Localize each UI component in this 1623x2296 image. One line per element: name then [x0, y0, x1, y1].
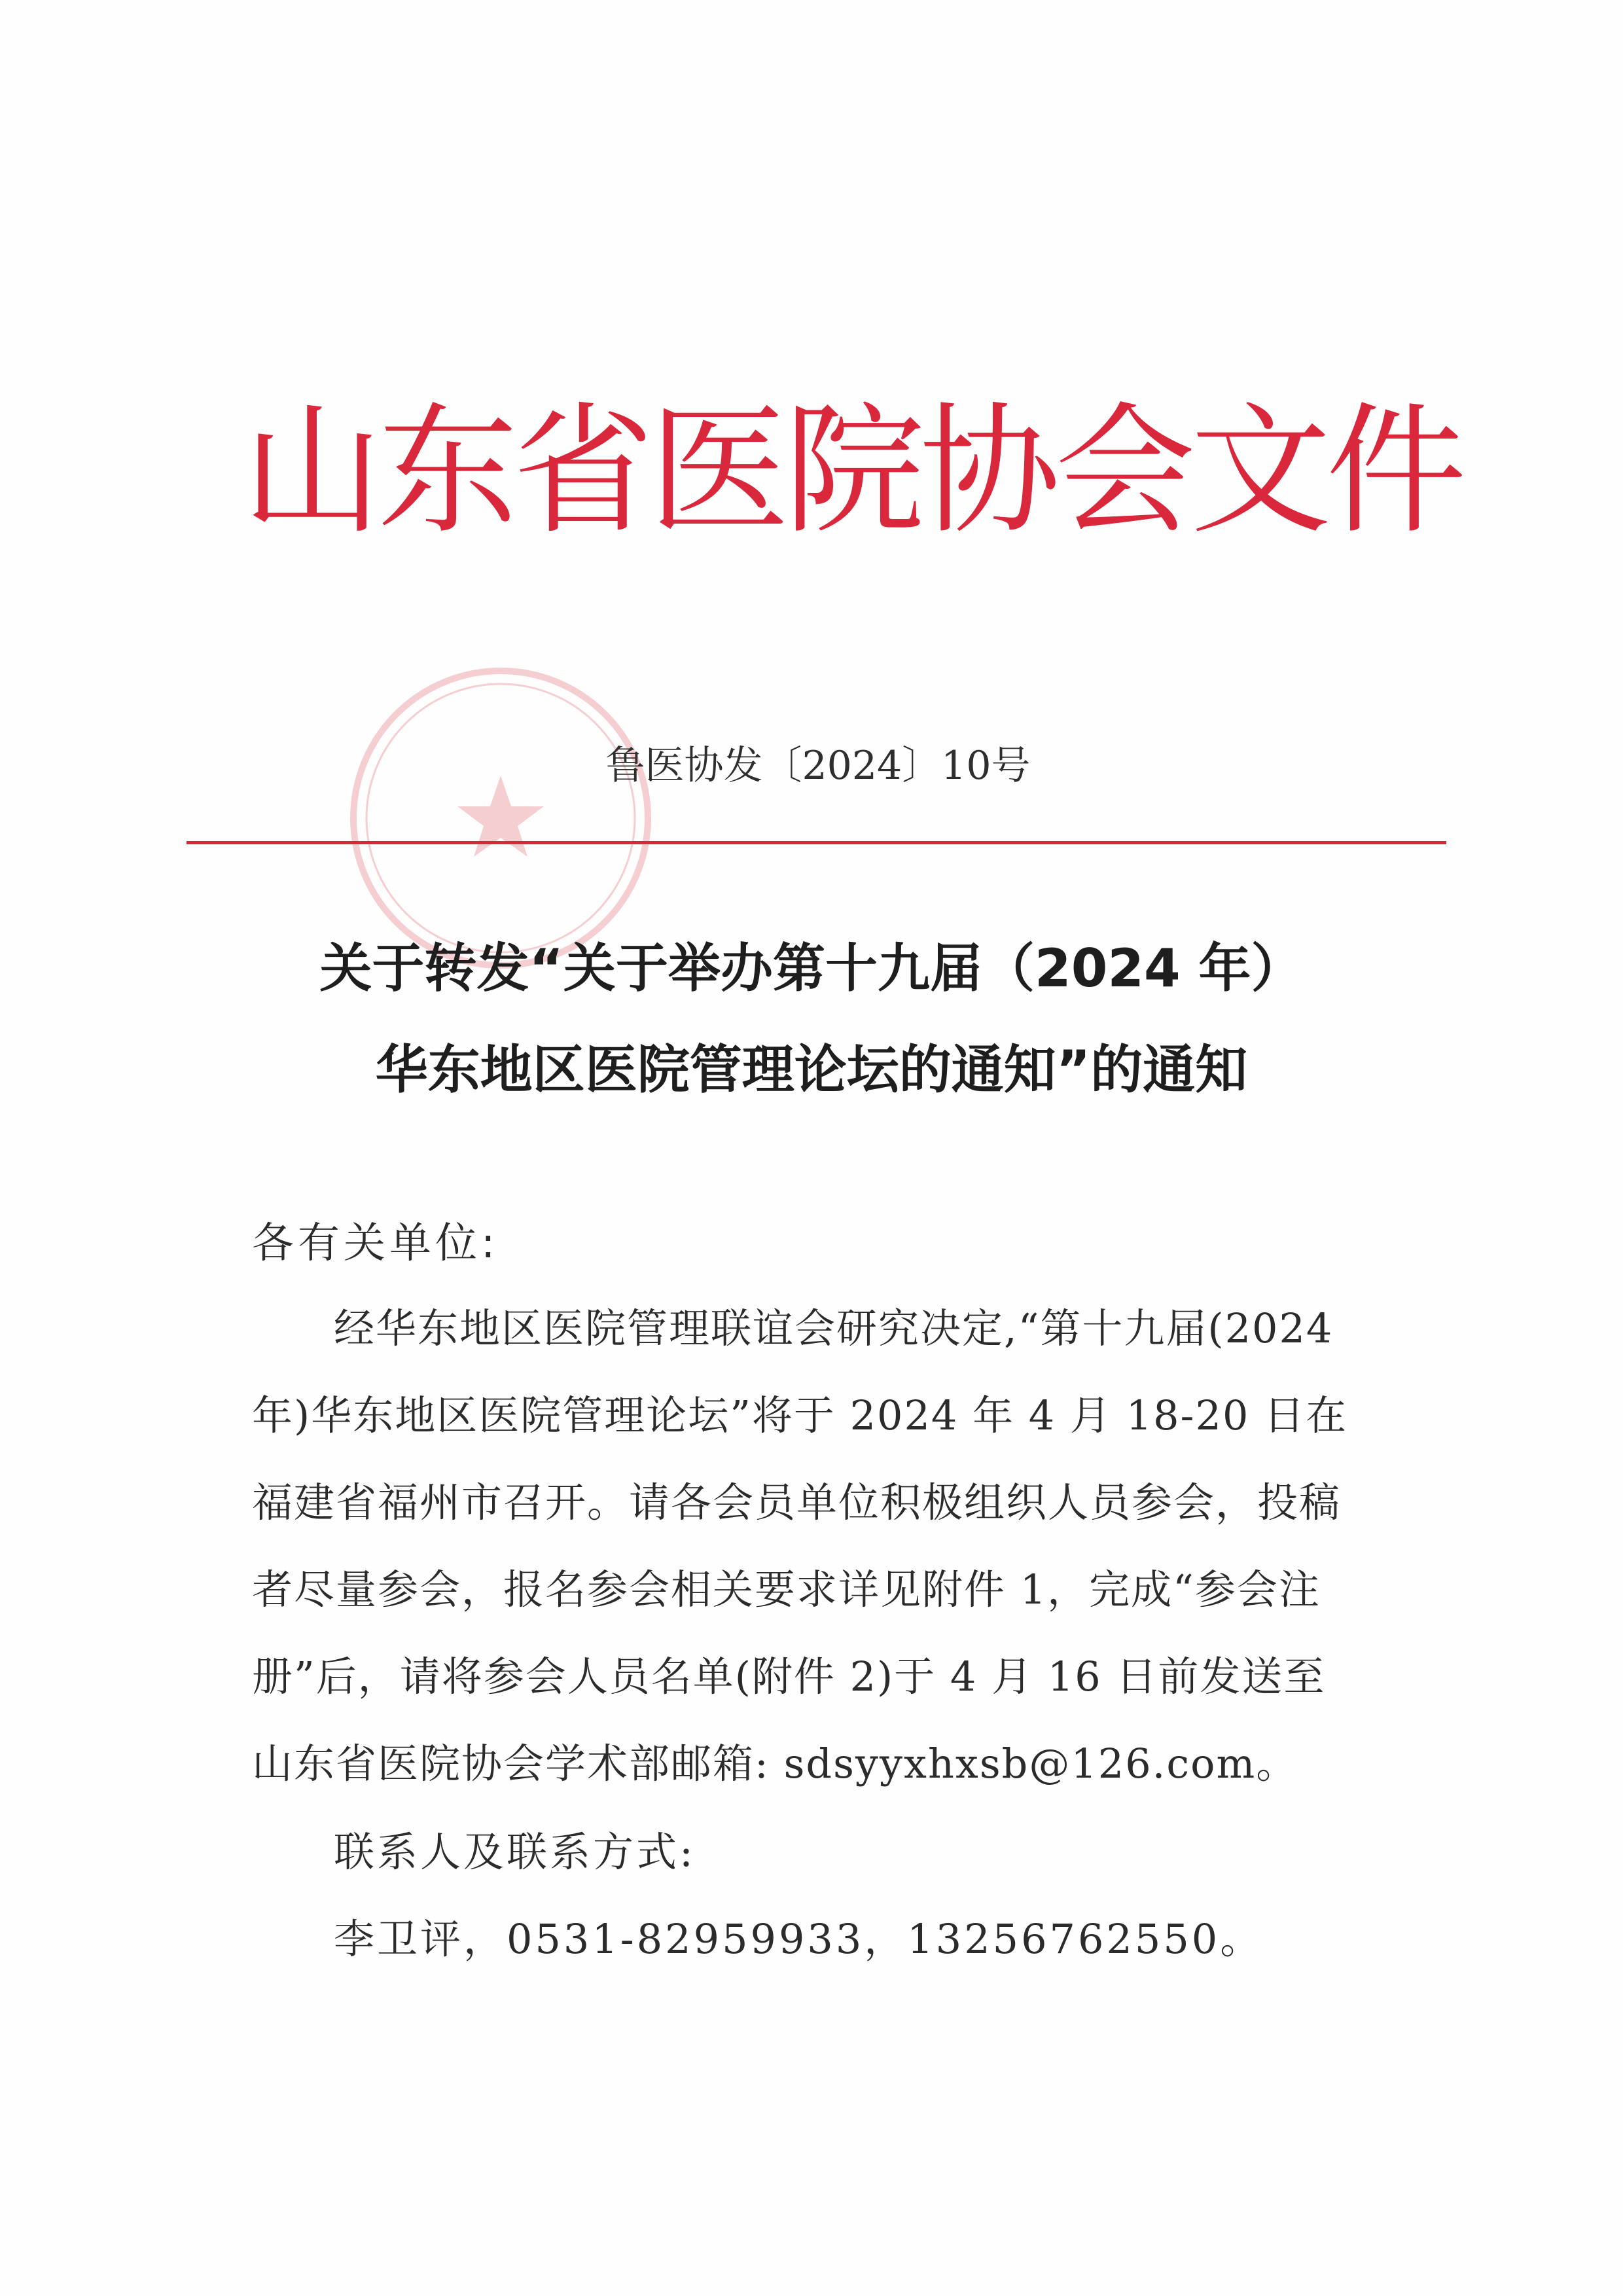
body-line-6: 山东省医院协会学术部邮箱: sdsyyxhxsb@126.com。: [252, 1740, 1298, 1787]
body-line-2: 年)华东地区医院管理论坛”将于 2024 年 4 月 18-20 日在: [252, 1391, 1348, 1439]
document-title-line-1: 关于转发“关于举办第十九届（2024 年）: [319, 938, 1304, 999]
body-line-1: 经华东地区医院管理联谊会研究决定,“第十九届(2024: [334, 1304, 1334, 1352]
document-title-line-2: 华东地区医院管理论坛的通知”的通知: [375, 1039, 1248, 1100]
document-number: 鲁医协发〔2024〕10号: [605, 743, 1031, 789]
body-line-3: 福建省福州市召开。请各会员单位积极组织人员参会，投稿: [252, 1479, 1342, 1526]
contact-label: 联系人及联系方式:: [334, 1828, 696, 1876]
contact-info: 李卫评，0531-82959933，13256762550。: [334, 1915, 1264, 1963]
red-divider-line: [187, 841, 1446, 844]
document-masthead: 山东省医院协会文件: [242, 389, 1461, 553]
official-seal: [344, 661, 658, 975]
body-line-5: 册”后，请将参会人员名单(附件 2)于 4 月 16 日前发送至: [252, 1653, 1326, 1700]
salutation: 各有关单位:: [252, 1219, 499, 1268]
body-line-4: 者尽量参会，报名参会相关要求详见附件 1，完成“参会注: [252, 1566, 1321, 1613]
